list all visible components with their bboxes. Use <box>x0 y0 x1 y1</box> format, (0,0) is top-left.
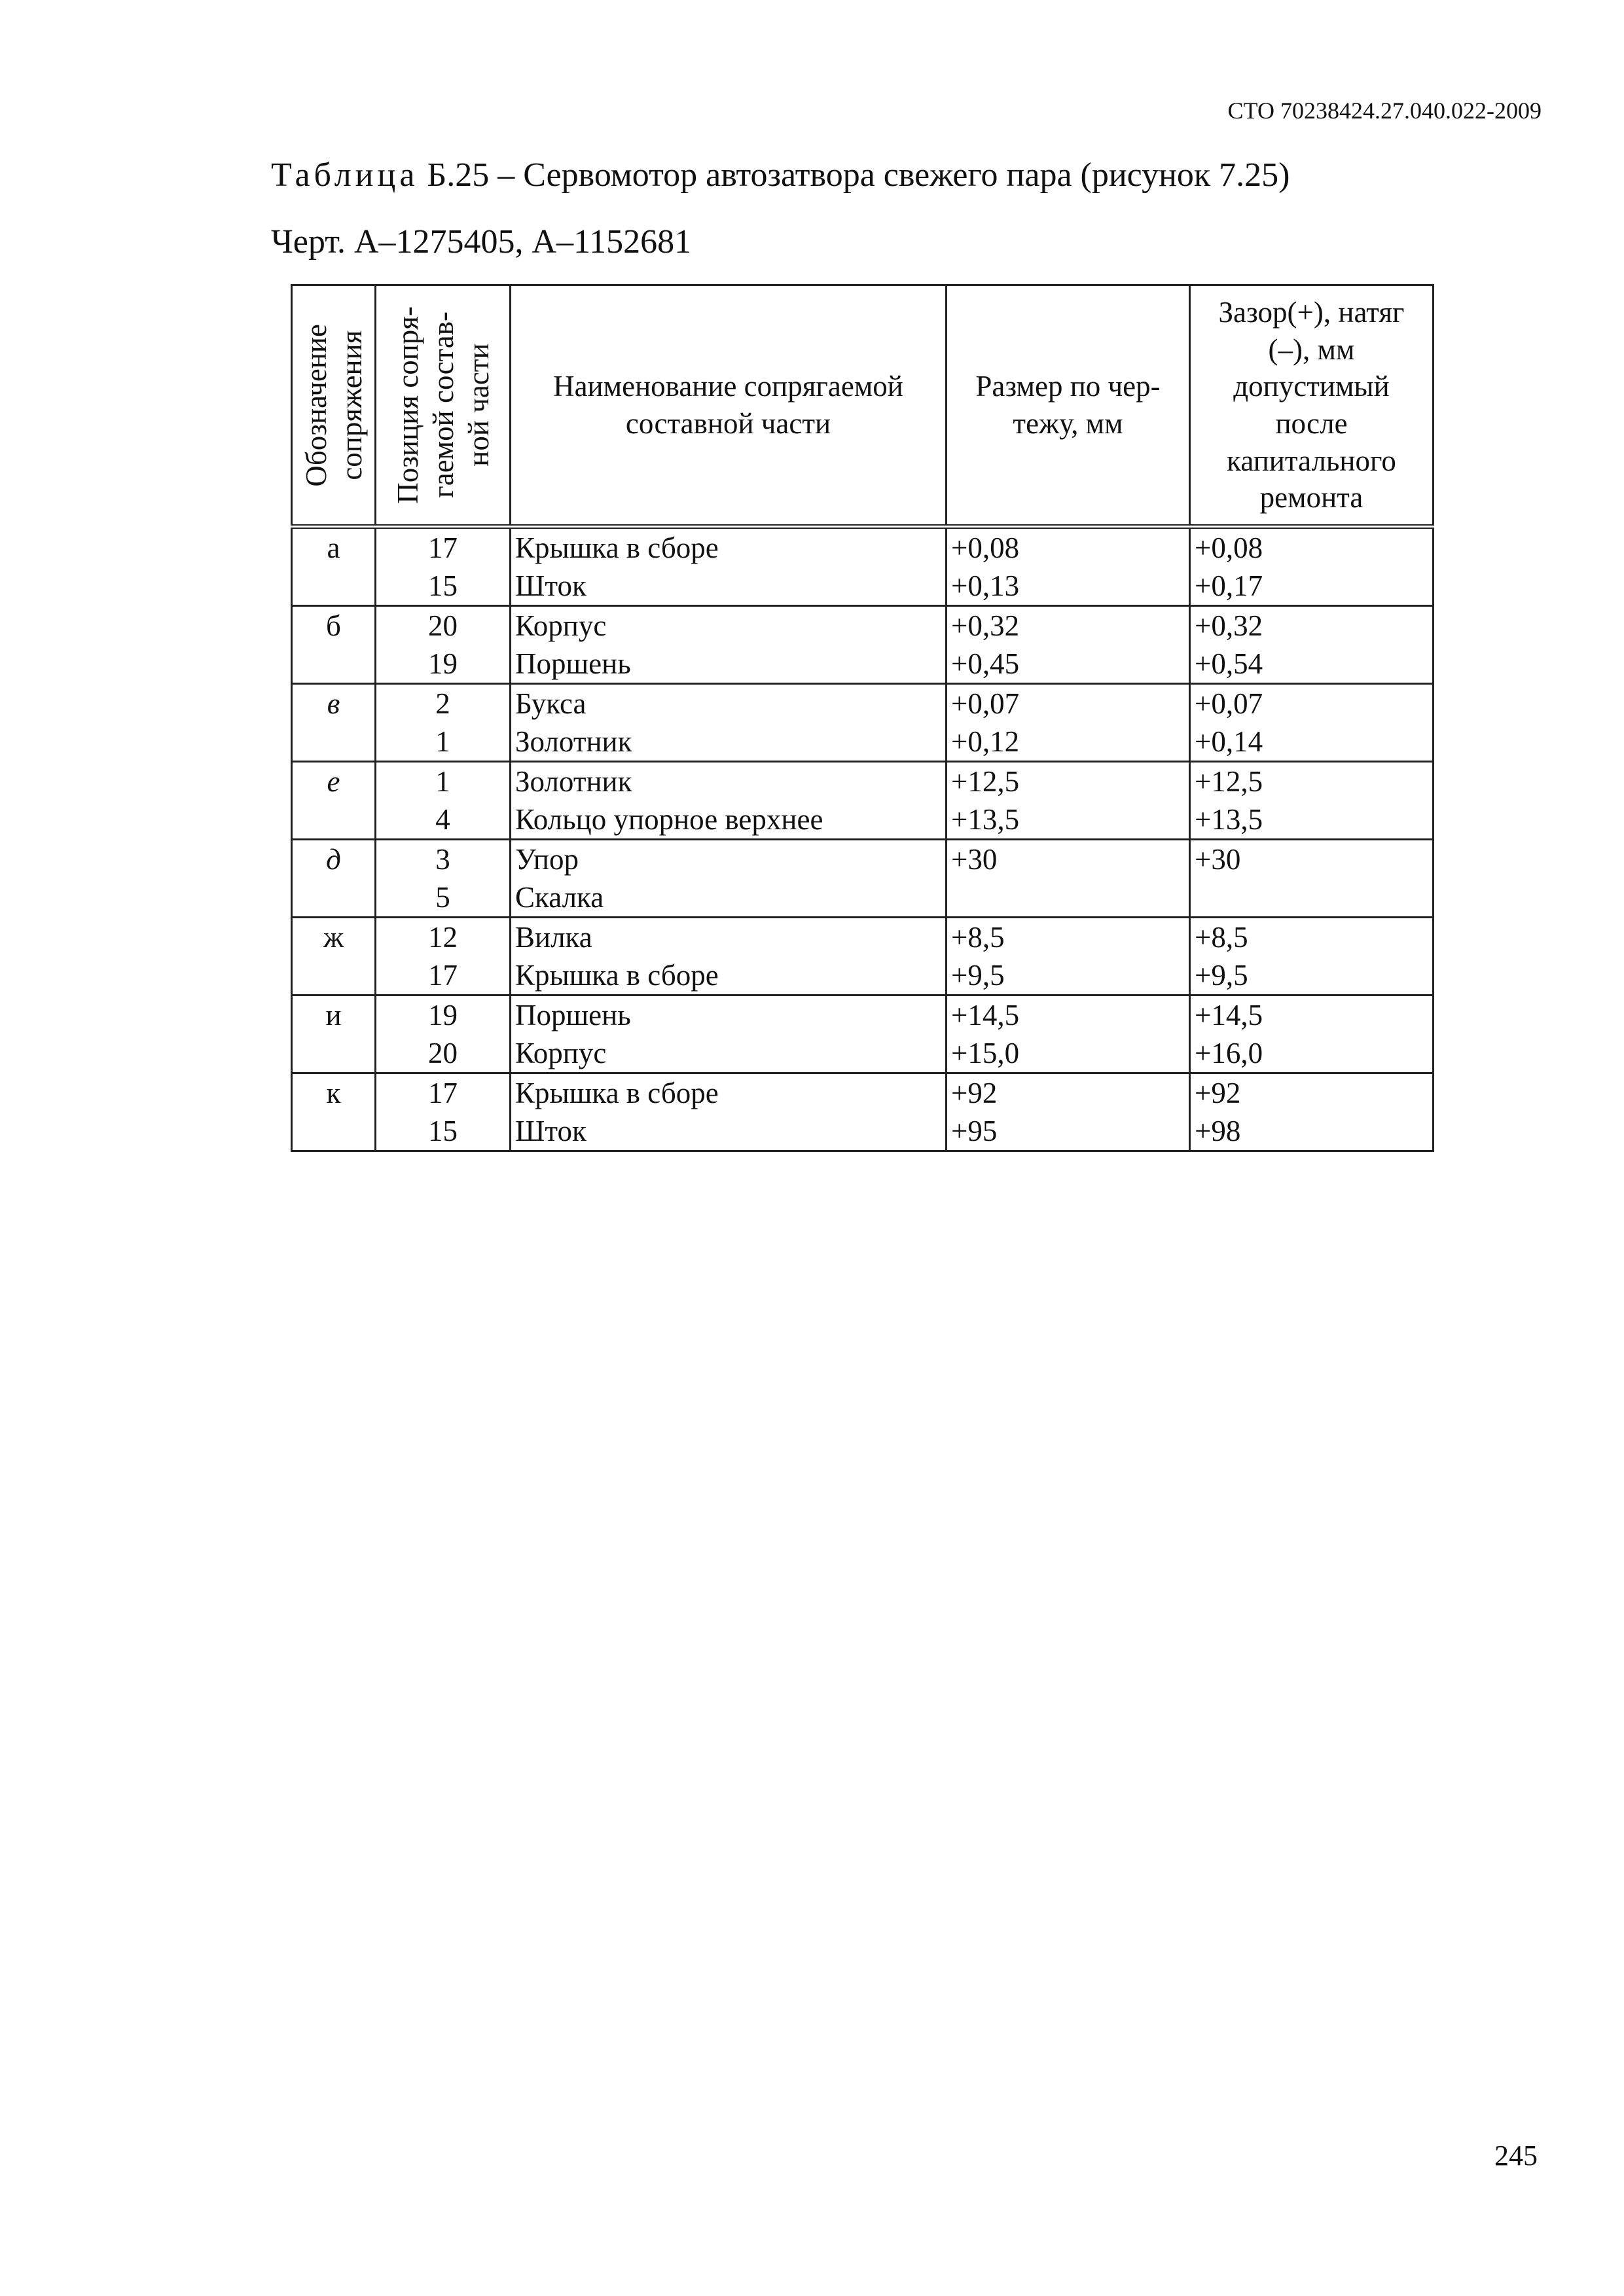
clearance-cell: +0,54 <box>1190 645 1434 684</box>
clearance-cell: +0,17 <box>1190 567 1434 606</box>
mating-code-cell <box>292 800 376 840</box>
table-row <box>292 723 1434 762</box>
mating-code-cell: и <box>292 996 376 1035</box>
mating-code-cell: к <box>292 1073 376 1113</box>
clearance-cell: +0,32 <box>1190 606 1434 645</box>
clearance-cell: +8,5 <box>1190 918 1434 957</box>
table-row <box>292 645 1434 684</box>
clearance-cell: +0,14 <box>1190 723 1434 762</box>
table-row <box>292 918 1434 957</box>
drawing-size-cell: +95 <box>947 1112 1190 1151</box>
clearance-cell: +9,5 <box>1190 956 1434 996</box>
header-drawing-size <box>947 285 1190 527</box>
table-row <box>292 1112 1434 1151</box>
clearance-cell: +0,08 <box>1190 527 1434 567</box>
drawing-size-cell: +0,13 <box>947 567 1190 606</box>
drawing-size-cell: +0,08 <box>947 527 1190 567</box>
table-row <box>292 956 1434 996</box>
position-cell: 5 <box>376 878 511 918</box>
table-header-row <box>292 285 1434 527</box>
clearance-cell <box>1190 878 1434 918</box>
mating-code-cell: а <box>292 527 376 567</box>
header-designation-text: Обозначение сопряжения <box>299 323 368 487</box>
drawing-size-cell: +0,12 <box>947 723 1190 762</box>
mating-code-cell <box>292 567 376 606</box>
position-cell: 1 <box>376 762 511 801</box>
mating-code-cell: ж <box>292 918 376 957</box>
part-name-cell: Вилка <box>511 918 947 957</box>
part-name-cell: Крышка в сборе <box>511 956 947 996</box>
position-cell: 17 <box>376 1073 511 1113</box>
position-cell: 15 <box>376 1112 511 1151</box>
header-part-name-text: Наименование сопрягаемой составной части <box>553 370 903 440</box>
part-name-cell: Шток <box>511 1112 947 1151</box>
position-cell: 2 <box>376 684 511 723</box>
clearance-cell: +12,5 <box>1190 762 1434 801</box>
table-body <box>292 527 1434 1151</box>
drawing-size-cell: +8,5 <box>947 918 1190 957</box>
document-code: СТО 70238424.27.040.022-2009 <box>1227 98 1542 124</box>
mating-code-cell <box>292 878 376 918</box>
position-cell: 12 <box>376 918 511 957</box>
table-title-text: Б.25 – Сервомотор автозатвора свежего пара (рисунок 7.25) <box>427 156 1290 194</box>
table-row <box>292 840 1434 879</box>
part-name-cell: Крышка в сборе <box>511 1073 947 1113</box>
mating-table <box>291 284 1434 1152</box>
drawing-size-cell: +15,0 <box>947 1034 1190 1073</box>
clearance-cell: +98 <box>1190 1112 1434 1151</box>
drawing-size-cell: +9,5 <box>947 956 1190 996</box>
table-row <box>292 1034 1434 1073</box>
position-cell: 15 <box>376 567 511 606</box>
part-name-cell: Корпус <box>511 606 947 645</box>
header-position <box>376 285 511 527</box>
part-name-cell: Крышка в сборе <box>511 527 947 567</box>
table-title-label: Таблица <box>271 156 419 194</box>
position-cell: 17 <box>376 527 511 567</box>
part-name-cell: Кольцо упорное верхнее <box>511 800 947 840</box>
mating-table-container <box>291 284 1432 1152</box>
mating-code-cell <box>292 723 376 762</box>
drawing-size-cell: +92 <box>947 1073 1190 1113</box>
header-clearance-text: Зазор(+), натяг (–), мм допустимый после капитального ремонта <box>1218 295 1405 514</box>
part-name-cell: Скалка <box>511 878 947 918</box>
part-name-cell: Золотник <box>511 762 947 801</box>
drawing-size-cell <box>947 878 1190 918</box>
drawing-size-cell: +30 <box>947 840 1190 879</box>
table-row <box>292 684 1434 723</box>
part-name-cell: Букса <box>511 684 947 723</box>
table-row <box>292 762 1434 801</box>
mating-code-cell <box>292 645 376 684</box>
page-number: 245 <box>1494 2140 1538 2172</box>
position-cell: 19 <box>376 645 511 684</box>
clearance-cell: +0,07 <box>1190 684 1434 723</box>
table-row <box>292 1073 1434 1113</box>
table-title <box>271 156 1290 194</box>
drawing-numbers: Черт. А–1275405, А–1152681 <box>271 223 692 260</box>
table-row <box>292 606 1434 645</box>
table-row <box>292 527 1434 567</box>
position-cell: 20 <box>376 1034 511 1073</box>
header-part-name <box>511 285 947 527</box>
part-name-cell: Поршень <box>511 645 947 684</box>
mating-code-cell: в <box>292 684 376 723</box>
position-cell: 1 <box>376 723 511 762</box>
drawing-size-cell: +12,5 <box>947 762 1190 801</box>
table-row <box>292 800 1434 840</box>
table-row <box>292 996 1434 1035</box>
header-drawing-size-text: Размер по чер-тежу, мм <box>975 370 1161 440</box>
mating-code-cell <box>292 1112 376 1151</box>
header-clearance <box>1190 285 1434 527</box>
mating-code-cell: б <box>292 606 376 645</box>
drawing-size-cell: +0,32 <box>947 606 1190 645</box>
part-name-cell: Золотник <box>511 723 947 762</box>
header-position-text: Позиция сопря- гаемой состав- ной части <box>391 306 495 504</box>
mating-code-cell <box>292 1034 376 1073</box>
part-name-cell: Шток <box>511 567 947 606</box>
clearance-cell: +14,5 <box>1190 996 1434 1035</box>
position-cell: 17 <box>376 956 511 996</box>
drawing-size-cell: +0,45 <box>947 645 1190 684</box>
part-name-cell: Упор <box>511 840 947 879</box>
header-designation <box>292 285 376 527</box>
position-cell: 20 <box>376 606 511 645</box>
table-row <box>292 878 1434 918</box>
position-cell: 4 <box>376 800 511 840</box>
drawing-size-cell: +14,5 <box>947 996 1190 1035</box>
clearance-cell: +16,0 <box>1190 1034 1434 1073</box>
clearance-cell: +30 <box>1190 840 1434 879</box>
mating-code-cell: е <box>292 762 376 801</box>
drawing-size-cell: +13,5 <box>947 800 1190 840</box>
mating-code-cell <box>292 956 376 996</box>
drawing-size-cell: +0,07 <box>947 684 1190 723</box>
position-cell: 19 <box>376 996 511 1035</box>
clearance-cell: +13,5 <box>1190 800 1434 840</box>
mating-code-cell: д <box>292 840 376 879</box>
table-row <box>292 567 1434 606</box>
part-name-cell: Корпус <box>511 1034 947 1073</box>
part-name-cell: Поршень <box>511 996 947 1035</box>
clearance-cell: +92 <box>1190 1073 1434 1113</box>
position-cell: 3 <box>376 840 511 879</box>
